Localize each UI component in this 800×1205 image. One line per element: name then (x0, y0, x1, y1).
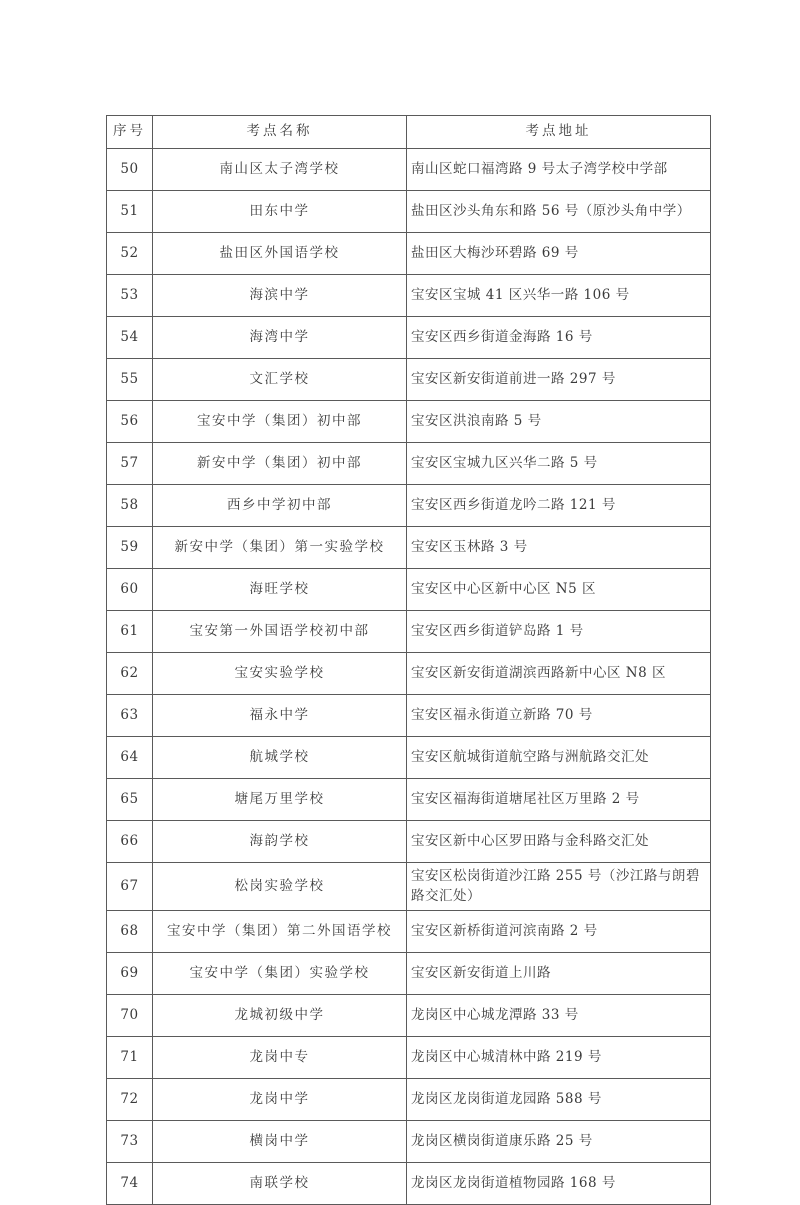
site-address-cell: 龙岗区横岗街道康乐路 25 号 (407, 1121, 711, 1163)
site-address-cell: 盐田区大梅沙环碧路 69 号 (407, 233, 711, 275)
site-address-cell: 宝安区西乡街道龙吟二路 121 号 (407, 485, 711, 527)
serial-number-cell: 65 (107, 779, 153, 821)
site-name-cell: 新安中学（集团）初中部 (153, 443, 407, 485)
site-address-cell: 南山区蛇口福湾路 9 号太子湾学校中学部 (407, 149, 711, 191)
serial-number-cell: 66 (107, 821, 153, 863)
serial-number-cell: 57 (107, 443, 153, 485)
table-row (107, 191, 711, 233)
site-name-cell: 龙岗中学 (153, 1079, 407, 1121)
site-name-cell: 盐田区外国语学校 (153, 233, 407, 275)
serial-number-cell: 69 (107, 953, 153, 995)
site-address-cell: 宝安区中心区新中心区 N5 区 (407, 569, 711, 611)
table-row (107, 233, 711, 275)
table-row (107, 1037, 711, 1079)
site-name-cell: 福永中学 (153, 695, 407, 737)
table-header-row (107, 116, 711, 149)
site-name-cell: 海韵学校 (153, 821, 407, 863)
site-address-cell: 宝安区松岗街道沙江路 255 号（沙江路与朗碧路交汇处） (407, 863, 711, 911)
serial-number-cell: 53 (107, 275, 153, 317)
table-row (107, 317, 711, 359)
site-address-cell: 龙岗区中心城龙潭路 33 号 (407, 995, 711, 1037)
table-row (107, 401, 711, 443)
serial-number-cell: 59 (107, 527, 153, 569)
header-serial-number: 序号 (107, 116, 153, 149)
site-name-cell: 海湾中学 (153, 317, 407, 359)
header-site-address: 考点地址 (407, 116, 711, 149)
exam-sites-table (106, 115, 711, 1205)
site-address-cell: 龙岗区龙岗街道植物园路 168 号 (407, 1163, 711, 1205)
site-address-cell: 宝安区玉林路 3 号 (407, 527, 711, 569)
table-row (107, 695, 711, 737)
serial-number-cell: 62 (107, 653, 153, 695)
site-name-cell: 宝安第一外国语学校初中部 (153, 611, 407, 653)
serial-number-cell: 68 (107, 911, 153, 953)
serial-number-cell: 73 (107, 1121, 153, 1163)
table-row (107, 1079, 711, 1121)
site-address-cell: 龙岗区中心城清林中路 219 号 (407, 1037, 711, 1079)
site-address-cell: 宝安区新安街道前进一路 297 号 (407, 359, 711, 401)
serial-number-cell: 70 (107, 995, 153, 1037)
serial-number-cell: 54 (107, 317, 153, 359)
serial-number-cell: 74 (107, 1163, 153, 1205)
table-row (107, 953, 711, 995)
serial-number-cell: 71 (107, 1037, 153, 1079)
serial-number-cell: 67 (107, 863, 153, 911)
table-row (107, 359, 711, 401)
site-address-cell: 宝安区西乡街道铲岛路 1 号 (407, 611, 711, 653)
serial-number-cell: 56 (107, 401, 153, 443)
table-row (107, 611, 711, 653)
site-address-cell: 宝安区西乡街道金海路 16 号 (407, 317, 711, 359)
site-address-cell: 宝安区宝城 41 区兴华一路 106 号 (407, 275, 711, 317)
table-row (107, 995, 711, 1037)
table-row (107, 1163, 711, 1205)
serial-number-cell: 52 (107, 233, 153, 275)
site-name-cell: 田东中学 (153, 191, 407, 233)
site-address-cell: 宝安区新桥街道河滨南路 2 号 (407, 911, 711, 953)
serial-number-cell: 61 (107, 611, 153, 653)
serial-number-cell: 55 (107, 359, 153, 401)
site-name-cell: 航城学校 (153, 737, 407, 779)
site-name-cell: 海旺学校 (153, 569, 407, 611)
site-name-cell: 宝安中学（集团）初中部 (153, 401, 407, 443)
table-row (107, 527, 711, 569)
site-address-cell: 宝安区宝城九区兴华二路 5 号 (407, 443, 711, 485)
site-name-cell: 龙岗中专 (153, 1037, 407, 1079)
site-name-cell: 南联学校 (153, 1163, 407, 1205)
table-row (107, 275, 711, 317)
serial-number-cell: 50 (107, 149, 153, 191)
site-name-cell: 南山区太子湾学校 (153, 149, 407, 191)
site-name-cell: 海滨中学 (153, 275, 407, 317)
table-row (107, 911, 711, 953)
serial-number-cell: 72 (107, 1079, 153, 1121)
site-address-cell: 宝安区新中心区罗田路与金科路交汇处 (407, 821, 711, 863)
table-row (107, 149, 711, 191)
site-name-cell: 宝安实验学校 (153, 653, 407, 695)
site-name-cell: 龙城初级中学 (153, 995, 407, 1037)
site-name-cell: 文汇学校 (153, 359, 407, 401)
site-address-cell: 盐田区沙头角东和路 56 号（原沙头角中学） (407, 191, 711, 233)
table-row (107, 1121, 711, 1163)
table-row (107, 821, 711, 863)
table-row (107, 653, 711, 695)
table-row (107, 737, 711, 779)
site-name-cell: 松岗实验学校 (153, 863, 407, 911)
table-row (107, 485, 711, 527)
site-address-cell: 宝安区新安街道上川路 (407, 953, 711, 995)
table-row (107, 569, 711, 611)
serial-number-cell: 51 (107, 191, 153, 233)
header-site-name: 考点名称 (153, 116, 407, 149)
serial-number-cell: 63 (107, 695, 153, 737)
site-address-cell: 宝安区福海街道塘尾社区万里路 2 号 (407, 779, 711, 821)
site-address-cell: 宝安区新安街道湖滨西路新中心区 N8 区 (407, 653, 711, 695)
site-name-cell: 新安中学（集团）第一实验学校 (153, 527, 407, 569)
site-name-cell: 塘尾万里学校 (153, 779, 407, 821)
serial-number-cell: 64 (107, 737, 153, 779)
site-name-cell: 宝安中学（集团）实验学校 (153, 953, 407, 995)
site-name-cell: 西乡中学初中部 (153, 485, 407, 527)
serial-number-cell: 58 (107, 485, 153, 527)
site-address-cell: 宝安区航城街道航空路与洲航路交汇处 (407, 737, 711, 779)
serial-number-cell: 60 (107, 569, 153, 611)
table-row (107, 863, 711, 911)
site-name-cell: 横岗中学 (153, 1121, 407, 1163)
table-row (107, 779, 711, 821)
site-address-cell: 龙岗区龙岗街道龙园路 588 号 (407, 1079, 711, 1121)
site-address-cell: 宝安区洪浪南路 5 号 (407, 401, 711, 443)
table-row (107, 443, 711, 485)
site-address-cell: 宝安区福永街道立新路 70 号 (407, 695, 711, 737)
site-name-cell: 宝安中学（集团）第二外国语学校 (153, 911, 407, 953)
exam-table-body (107, 149, 711, 1205)
